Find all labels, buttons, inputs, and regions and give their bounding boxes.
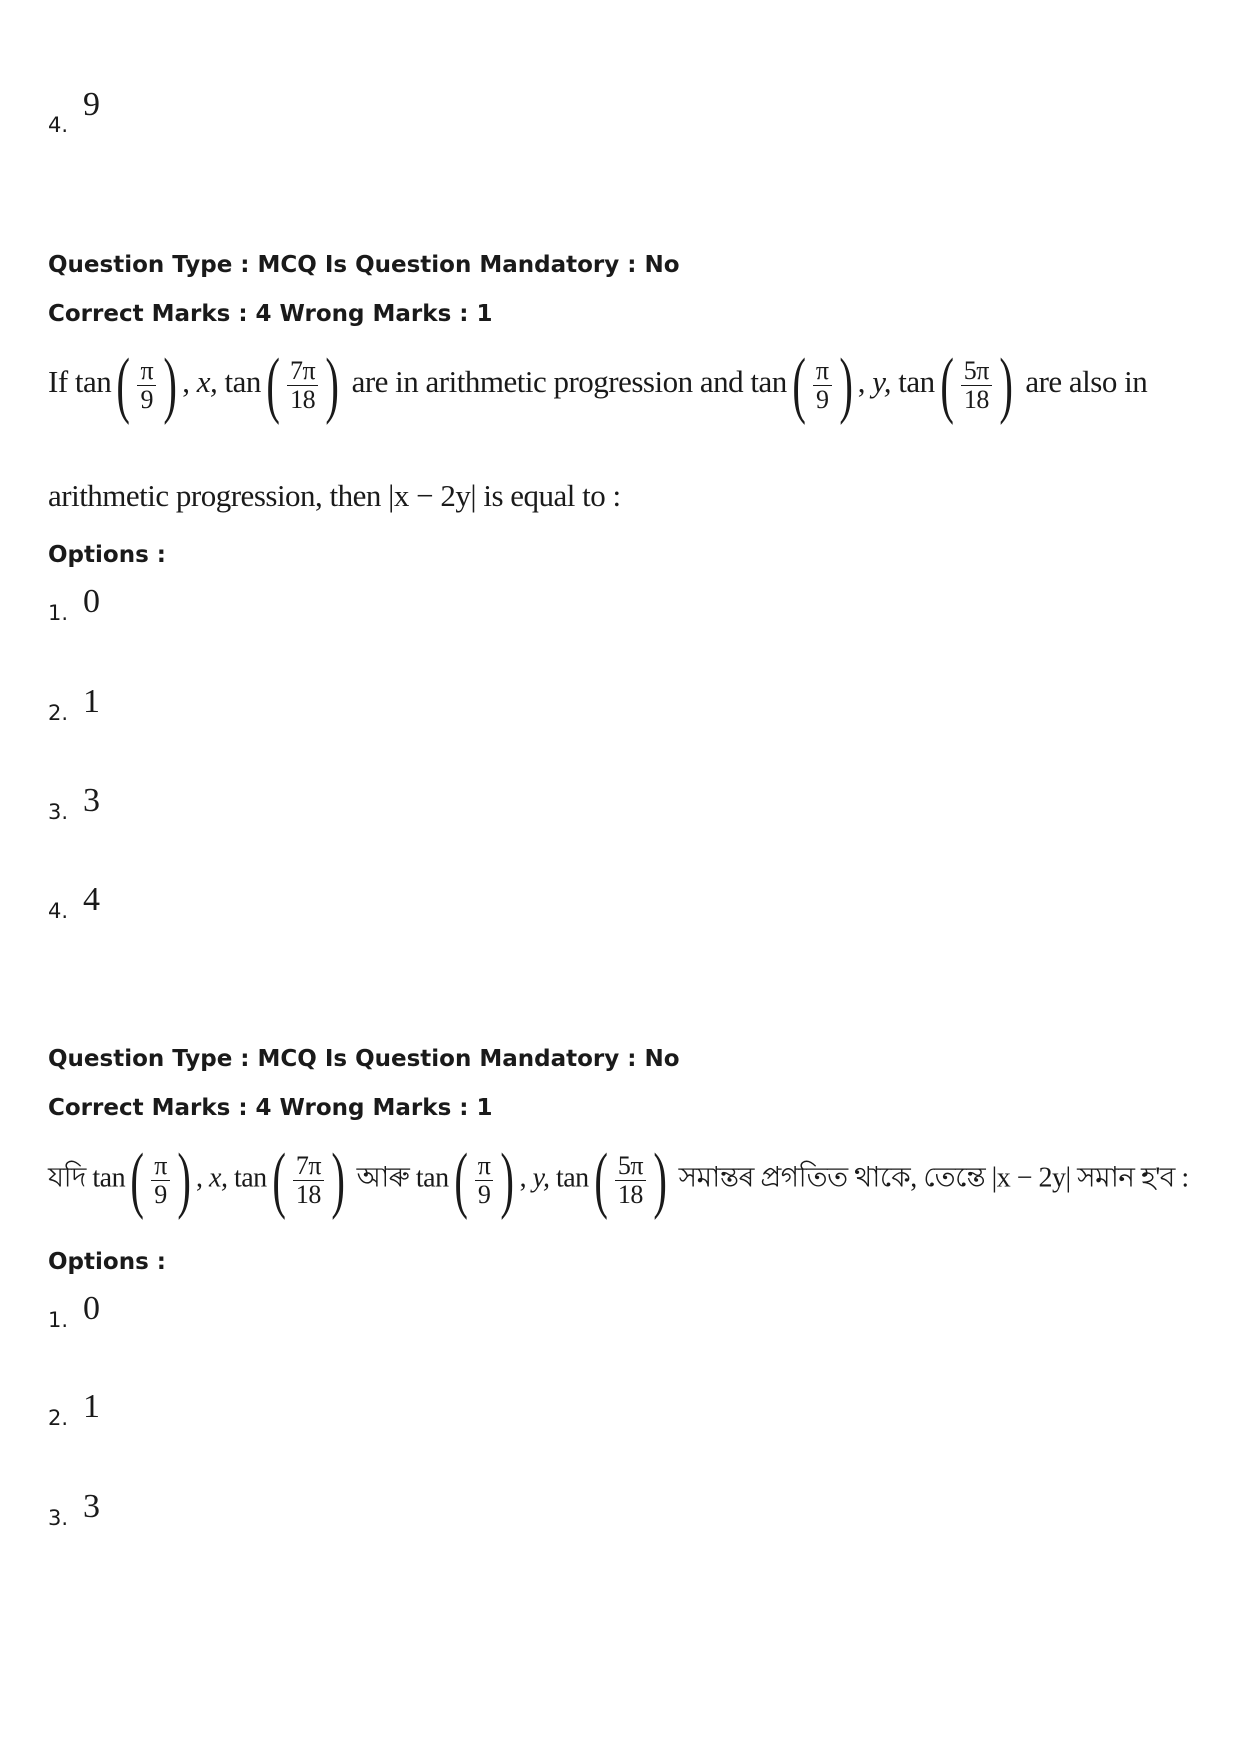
question-stem-line-1: If tan( $\frac{\pi}{9}$ ) , x, tan( $\frac{7\pi}{18}$ ) are in arithmetic progression and tan( $\frac{\pi}{9}$ ) , y, tan( $\frac{5\pi}{18}$ ) are also in xyxy=(48,344,1148,426)
option-number: 4. xyxy=(48,113,69,137)
option-value: 4 xyxy=(83,881,100,918)
marks-line: Correct Marks : 4 Wrong Marks : 1 xyxy=(48,1095,493,1121)
option-number: 1. xyxy=(48,1308,69,1332)
options-label: Options : xyxy=(48,542,166,568)
marks-line: Correct Marks : 4 Wrong Marks : 1 xyxy=(48,301,493,327)
option-number: 3. xyxy=(48,800,69,824)
option-value: 0 xyxy=(83,1290,100,1327)
options-label: Options : xyxy=(48,1249,166,1275)
option-number: 2. xyxy=(48,701,69,725)
question-stem-assamese: যদি tan( $\frac{\pi}{9}$ ) , x, tan( $\frac{7\pi}{18}$ ) আৰু tan( $\frac{\pi}{9}$ ) , y, tan( $\frac{5\pi}{18}$ ) সমান্তৰ প্ৰগতিত থাকে, তেন্তে |x − 2y| সমান হ'ব : xyxy=(48,1139,1189,1221)
option-number: 4. xyxy=(48,899,69,923)
question-type-line: Question Type : MCQ Is Question Mandatory : No xyxy=(48,252,680,278)
option-value: 1 xyxy=(83,683,100,720)
option-value: 3 xyxy=(83,782,100,819)
option-value: 9 xyxy=(83,86,100,123)
option-number: 3. xyxy=(48,1506,69,1530)
question-stem-line-2: arithmetic progression, then |x − 2y| is equal to : xyxy=(48,478,621,513)
option-number: 1. xyxy=(48,601,69,625)
option-value: 0 xyxy=(83,583,100,620)
option-value: 3 xyxy=(83,1488,100,1525)
option-value: 1 xyxy=(83,1388,100,1425)
question-type-line: Question Type : MCQ Is Question Mandatory : No xyxy=(48,1046,680,1072)
option-number: 2. xyxy=(48,1406,69,1430)
